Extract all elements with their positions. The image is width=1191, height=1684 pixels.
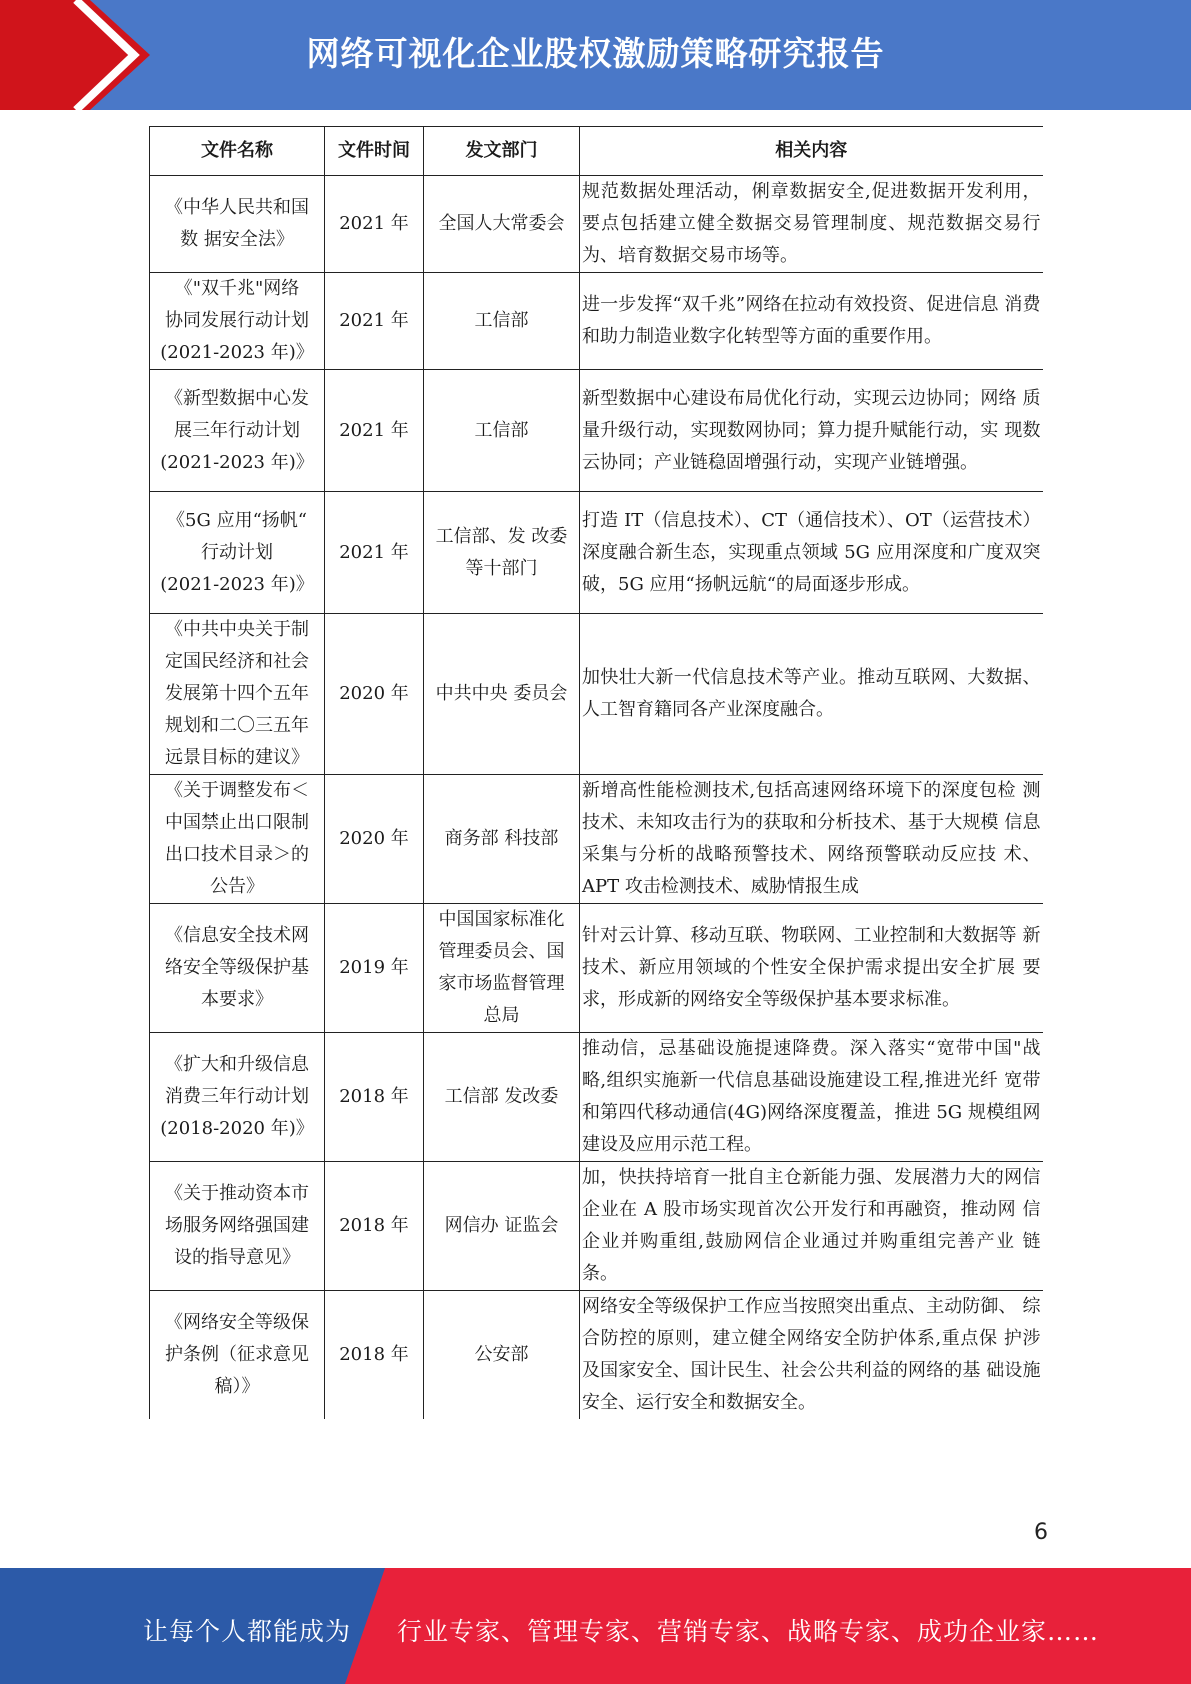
department-line: 中国国家标准化 xyxy=(438,909,565,930)
file-name-line: 《"双千兆"网络 xyxy=(174,278,300,299)
table-row xyxy=(150,1162,1043,1291)
file-name-line: 《关于调整发布＜ xyxy=(165,780,309,801)
cell-related-content: 新型数据中心建设布局优化行动，实现云边协同；网络 质量升级行动，实现数网协同；算力提升赋能行动，实 现数云协同；产业链稳固增强行动，实现产业链增强。 xyxy=(580,370,1043,492)
file-name-line: 远景目标的建议》 xyxy=(165,747,309,768)
file-name-line: 中国禁止出口限制 xyxy=(165,812,309,833)
department-line: 工信部 xyxy=(474,310,529,331)
department-line: 工信部 xyxy=(474,419,529,441)
cell-department xyxy=(424,1033,580,1162)
cell-related-content: 推动信，忌基础设施提速降费。深入落实“宽带中国"战 略,组织实施新一代信息基础设施建设工程,推进光纤 宽带和第四代移动通信(4G)网络深度覆盖，推进 5G 规模组网建设及应用示范工程。 xyxy=(580,1033,1043,1162)
department-line: 管理委员会、国 xyxy=(438,941,565,962)
department-line: 商务部 科技部 xyxy=(444,828,559,849)
chevron-right-icon xyxy=(0,0,150,110)
cell-department xyxy=(424,904,580,1033)
department-line: 总局 xyxy=(483,1005,520,1026)
department-line: 中共中央 委员会 xyxy=(435,683,568,704)
department-line: 家市场监督管理 xyxy=(438,973,565,994)
file-name-line: 稿）》 xyxy=(214,1376,260,1397)
file-name-line: 发展第十四个五年 xyxy=(165,683,309,704)
file-name-line: 规划和二〇三五年 xyxy=(165,715,309,736)
department-line: 全国人大常委会 xyxy=(438,213,565,234)
file-name-line: 《信息安全技术网 xyxy=(165,925,309,946)
file-name-line: 《新型数据中心发 xyxy=(165,387,309,409)
column-header-content: 相关内容 xyxy=(580,127,1043,176)
cell-related-content: 新增高性能检测技术,包括高速网络环境下的深度包检 测技术、未知攻击行为的获取和分析技术、基于大规模 信息采集与分析的战略预警技术、网络预警联动反应技 术、APT 攻击检测技术、威胁情报生成 xyxy=(580,775,1043,904)
file-name-line: (2018-2020 年)》 xyxy=(160,1118,314,1139)
cell-department xyxy=(424,492,580,614)
file-name-line: 行动计划 xyxy=(201,541,273,563)
file-name-line: 络安全等级保护基 xyxy=(165,957,309,978)
cell-department xyxy=(424,176,580,273)
cell-file-time: 2021 年 xyxy=(325,370,424,492)
file-name-line: 设的指导意见》 xyxy=(174,1247,300,1268)
cell-file-time: 2020 年 xyxy=(325,614,424,775)
file-name-line: 《中共中央关于制 xyxy=(165,619,309,640)
cell-related-content: 打造 IT（信息技术）、CT（通信技术）、OT（运营技术）深度融合新生态，实现重点领域 5G 应用深度和广度双突破，5G 应用“扬帆远航“的局面逐步形成。 xyxy=(580,492,1043,614)
file-name-line: 本要求》 xyxy=(201,989,273,1010)
file-name-line: 消费三年行动计划 xyxy=(165,1086,309,1107)
column-header-name: 文件名称 xyxy=(150,127,325,176)
table-row xyxy=(150,904,1043,1033)
cell-file-name xyxy=(150,775,325,904)
cell-file-name xyxy=(150,1162,325,1291)
footer-slogan-right: 行业专家、管理专家、营销专家、战略专家、成功企业家…… xyxy=(397,1617,1100,1646)
cell-related-content: 规范数据处理活动，俐章数据安全,促进数据开发利用， 要点包括建立健全数据交易管理制度、规范数据交易行 为、培育数据交易市场等。 xyxy=(580,176,1043,273)
cell-related-content: 加，快扶持培育一批自主仓新能力强、发展潜力大的网信 企业在 A 股市场实现首次公开发行和再融资，推动网 信企业并购重组,鼓励网信企业通过并购重组完善产业 链条。 xyxy=(580,1162,1043,1291)
file-name-line: (2021-2023 年)》 xyxy=(160,342,314,363)
cell-file-time: 2020 年 xyxy=(325,775,424,904)
cell-file-name xyxy=(150,176,325,273)
table-row xyxy=(150,1291,1043,1420)
cell-department xyxy=(424,1162,580,1291)
table-row xyxy=(150,492,1043,614)
department-line: 公安部 xyxy=(474,1344,529,1365)
file-name-line: 《5G 应用“扬帆“ xyxy=(167,509,307,531)
policy-table-wrapper xyxy=(149,126,1043,1419)
file-name-line: 《关于推动资本市 xyxy=(165,1183,309,1204)
file-name-line: 公告》 xyxy=(210,876,264,897)
file-name-line: 《网络安全等级保 xyxy=(165,1312,309,1333)
table-body xyxy=(150,176,1043,1420)
table-row xyxy=(150,370,1043,492)
table-row xyxy=(150,176,1043,273)
file-name-line: 《中华人民共和国 xyxy=(165,197,309,218)
table-row xyxy=(150,1033,1043,1162)
footer-slogan-left: 让每个人都能成为 xyxy=(143,1617,352,1646)
file-name-line: 护条例（征求意见 xyxy=(165,1344,309,1365)
table-row xyxy=(150,614,1043,775)
cell-related-content: 网络安全等级保护工作应当按照突出重点、主动防御、 综合防控的原则，建立健全网络安全防护体系,重点保 护涉及国家安全、国计民生、社会公共利益的网络的基 础设施安全、运行安全和数据安全。 xyxy=(580,1291,1043,1420)
table-header-row xyxy=(150,127,1043,176)
cell-department xyxy=(424,273,580,370)
cell-related-content: 进一步发挥“双千兆”网络在拉动有效投资、促进信息 消费和助力制造业数字化转型等方面的重要作用。 xyxy=(580,273,1043,370)
table-row xyxy=(150,775,1043,904)
cell-file-time: 2018 年 xyxy=(325,1033,424,1162)
policy-table xyxy=(149,126,1043,1419)
cell-file-name xyxy=(150,614,325,775)
cell-file-name xyxy=(150,492,325,614)
cell-file-time: 2018 年 xyxy=(325,1162,424,1291)
file-name-line: (2021-2023 年)》 xyxy=(160,573,314,595)
file-name-line: 定国民经济和社会 xyxy=(165,651,309,672)
cell-file-time: 2021 年 xyxy=(325,273,424,370)
page-number: 6 xyxy=(1034,1520,1048,1545)
column-header-dept: 发文部门 xyxy=(424,127,580,176)
column-header-time: 文件时间 xyxy=(325,127,424,176)
cell-department xyxy=(424,370,580,492)
cell-file-name xyxy=(150,1033,325,1162)
cell-file-time: 2019 年 xyxy=(325,904,424,1033)
department-line: 网信办 证监会 xyxy=(444,1215,559,1236)
department-line: 等十部门 xyxy=(465,557,538,579)
cell-related-content: 加快壮大新一代信息技术等产业。推动互联网、大数据、 人工智育籍同各产业深度融合。 xyxy=(580,614,1043,775)
header-banner xyxy=(0,0,1191,110)
file-name-line: 出口技术目录＞的 xyxy=(165,844,309,865)
file-name-line: 展三年行动计划 xyxy=(174,419,300,441)
cell-file-time: 2018 年 xyxy=(325,1291,424,1420)
cell-related-content: 针对云计算、移动互联、物联网、工业控制和大数据等 新技术、新应用领域的个性安全保护需求提出安全扩展 要求，形成新的网络安全等级保护基本要求标准。 xyxy=(580,904,1043,1033)
file-name-line: 协同发展行动计划 xyxy=(165,310,309,331)
department-line: 工信部 发改委 xyxy=(444,1086,559,1107)
cell-file-time: 2021 年 xyxy=(325,176,424,273)
cell-department xyxy=(424,1291,580,1420)
file-name-line: 数 据安全法》 xyxy=(180,229,294,250)
cell-file-time: 2021 年 xyxy=(325,492,424,614)
report-title: 网络可视化企业股权激励策略研究报告 xyxy=(306,34,885,73)
cell-file-name xyxy=(150,1291,325,1420)
table-row xyxy=(150,273,1043,370)
file-name-line: (2021-2023 年)》 xyxy=(160,451,314,473)
cell-file-name xyxy=(150,904,325,1033)
file-name-line: 场服务网络强国建 xyxy=(165,1215,309,1236)
cell-file-name xyxy=(150,273,325,370)
cell-department xyxy=(424,775,580,904)
footer-banner xyxy=(0,1568,1191,1684)
department-line: 工信部、发 改委 xyxy=(435,525,568,547)
cell-file-name xyxy=(150,370,325,492)
file-name-line: 《扩大和升级信息 xyxy=(165,1054,309,1075)
cell-department xyxy=(424,614,580,775)
